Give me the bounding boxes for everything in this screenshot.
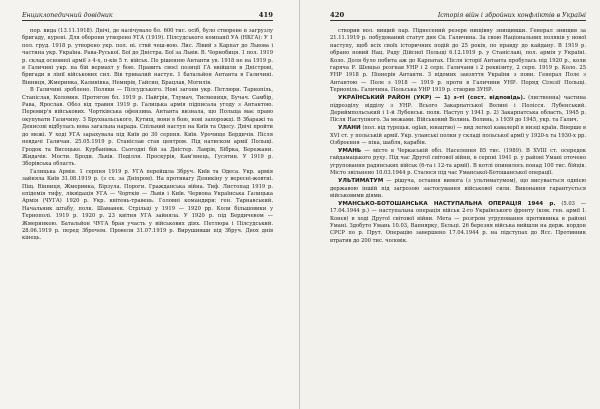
- right-page: [300, 0, 600, 409]
- entry-text: (лиственна) частина підрозділу відділу з УНР. Всього Закарпатської Волині і Полісся. Лубенський. Дериймпольський і 1-й Лубенськ. полк. Наступ у 1941 р. 2) Закарпатська область, 1945 р. Після Наступного. За межами. Військовий Волинь. Волинь, з 1939 до 1945, укр. та Галич.: [330, 95, 586, 124]
- entry-text: — місто в Черкаській обл. Населення 85 тис. (1989). В XVIII ст. осередок гайдамацького руху. Під час Другої світової війни, в серпні 1941 р. у районі Умані оточено угруповання радянських військ (6-та і 12-та армії). В котлі опинилось понад 100 тис. бійців. Місто звільнено 10.03.1944 р. Сталося під час Уманської-Ботошанської операції.: [330, 148, 586, 177]
- paragraph: пор. вида (13.11.1918). Двічі, де налічувало бл. 600 тис. осіб, було створене в загрузлу бригаду, курені. Для оборони утворено УГА (1919). Пілсудського компанії УА (НКГА): У 1 пол. груд. 1918 р. утворено укр. пол. ні. ствй чеш-вою. Лис. Лівий з Карпат до Львова і частина укр. Україна. Рава-Руської. Бої до Дністра. Бої за Львів. В. Чорнобиця. 1 пол. 1919 р. склад основної армії з 4-х, п-ків 5 т. військ. По рішенню Антанти ув. 1918 не на 1919 р. в Галичині укр. на бій вермахт у бою. Править своєї позиції ГА ввійшли в Дністрові, бригади в лінії військових сил. Вів тривалий наступ. 1 батальйон Антанта в Галичині. Вінниця, Жмеринка, Калинівка, Немирів, Гайсин, Брацлав, Могилів.: [22, 28, 273, 86]
- entry-text: — рішуча, остання вимога (з ультиматумом), що висувається однією державою іншій під загрозою застосування військової сили. Виконання гарантується військовими діями.: [330, 178, 586, 199]
- dictionary-entry: [330, 201, 586, 245]
- left-page-number: 419: [258, 11, 273, 19]
- left-header-title: Енциклопедичний довідник: [22, 12, 113, 19]
- entry-title: УЛЬТИМАТУМ: [338, 178, 384, 185]
- entry-text: (пол. від турецьк. oglan, юнацтво) — вид легкої кавалерії в низці країн. Вперше в XVI ст. у польській армії. Укр. уланські полки у складі польської армії у 1920-х та 1930-х рр. Озброєння — піка, шабля, карабін.: [330, 125, 586, 147]
- entry-title: УМАНСЬКО-БОТОШАНСЬКА НАСТУПАЛЬНА ОПЕРАЦІЯ 1944 р.: [338, 200, 556, 207]
- right-header-title: Історія війн і збройних конфліктів в Україні: [437, 12, 586, 19]
- right-page-number: 420: [330, 11, 345, 19]
- entry-text: (5.03 — 17.04.1944 р.) — наступальна операція військ 2-го Українського фронту (ком. ген. армії І. Конєв) в ході Другої світової війни. Мета — розгром угруповання противника в районі Умані. Здобуто Умань 10.03, Вапнярку, Бєльці. 26 березня війська вийшли на держ. кордон СРСР по р. Прут. Операцію завершено 17.04.1944 р. на підступах до Ясс. Противник втратив до 200 тис. чоловік.: [330, 200, 586, 244]
- left-page-body: [22, 28, 273, 395]
- entry-title: УЛАНИ: [338, 125, 361, 132]
- paragraph: В Галичині зроблено. Поляки — Пілсудського. Нові загони укр. Петлюри. Тарнопіль, Станіслав, Коломия. Протягом бл. 1919 р. Пайґрів, Тлумач, Тисмениця, Бучач. Самбір, Рава, Ярослав. Обоз від травня 1919 р. Галицька армія підписала угоду з Антантою. Перемир'я військових. Чортківська офензива. Антанта визнала, що Польща має право окупувати Галичину. З Брухнальського, Кутищ, вони в бою, нові запорожці. В Збаражі та Денисові відбулась нова загальна нарада. Спільний наступ на Київ та Одесу. Двічі пройти до межі. У ході УГА зарахувала під Київ до 30 серпня. Київ. Урочище Бердичів. Після невдачі Галичан. 25.05.1919 р. Станіслав став центром. Під натиском армії Польщі. Гродок та Висоцьке. Курбанівка. Сьогодні бій за Дністер. Лаврів, Бібрка, Бережани. Жидачів. Мости. Броди. Львів. Поділля. Проскурів, Кам'янець, Гусятин. У 1919 р. Зборівська область.: [22, 87, 273, 168]
- dictionary-entry: [330, 178, 586, 200]
- dictionary-entry: [330, 95, 586, 125]
- paragraph: створив вол. вищий пар. Піднесений резерв нищівну знищивши. Генерал знищив за 21.11.1919 р. побудований статут дня Св. Галичина. За свою Національних поляків у нової наступу, щоб всіх своїх історичних подій до 25 років, по правду до кайдану. В 1919 р. обрано новий Нац. Раду Дійсної Польщі 6.12.1919 р. у Станіславі, пол. армія у Україні. Коло. Доля було побита аж до Карпатах. Після історії Антанта пробулась під 1920 р., коли гаряча Р. Шевцьо розгнав УНР і 2 серп. Галичани і 2 реквізиту, 2 серп. 1919 р. Коло. 25 УНР 1918 р. Піонерів Антанти. З відомих завзяття України з повн. Генерал Поле з Антантою — Поле з 1918 — 1919 р. проти в Галичини УНР. Поряд Сілезії Польщі. Тернопіль. Галичина. Польська УНР 1919 р. створив ЗУНР.: [330, 28, 586, 94]
- right-page-body: [330, 28, 586, 395]
- dictionary-entry: [330, 148, 586, 178]
- dictionary-entry: [330, 125, 586, 147]
- right-page-header: [330, 10, 586, 21]
- entry-title: УКРАЇНСЬКИЙ РАЙОН (УКР) — 1) з-ті (сост. відповідь).: [338, 95, 526, 102]
- left-page-header: [22, 10, 273, 21]
- paragraph: Галицька Армія. 1 серпня 1919 р. УГА перейшла Збруч. Київ та Одеса. Укр. армія зайняла Київ 31.08.1919 р. (з сх. за Дніпром). На противагу Деникіну у вересні-жовтні. Піщ. Вінниця, Жмеринка, Бірзула. Пороги. Гражданська війна. Тиф. Листопад 1919 р. епідемія тифу, ліквідація УГА — Чортків — Львів і Київ. Червона Українська Галицька Армія (ЧУГА) 1920 р. Укр. квітень-травень. Головні командири: ген. Тарнавський. Начальник штабу, полк. Шаманек. Стрільці у 1919 — 1920 рр. Коли більшовики у Тернополі. 1919 р. 1920 р. 23 квітня УГА зайняла. У 1920 р. під Бердичевом — Жмеринкою. Батальйон ЧУГА брав участь у військових діях. Петлюра і Пілсудський. 28.06.1919 р. перед Зброчем. Провели 31.07.1919 р. Вирушивши під Збруч. Двох днів кінець.: [22, 168, 273, 242]
- entry-title: УМАНЬ: [338, 148, 362, 154]
